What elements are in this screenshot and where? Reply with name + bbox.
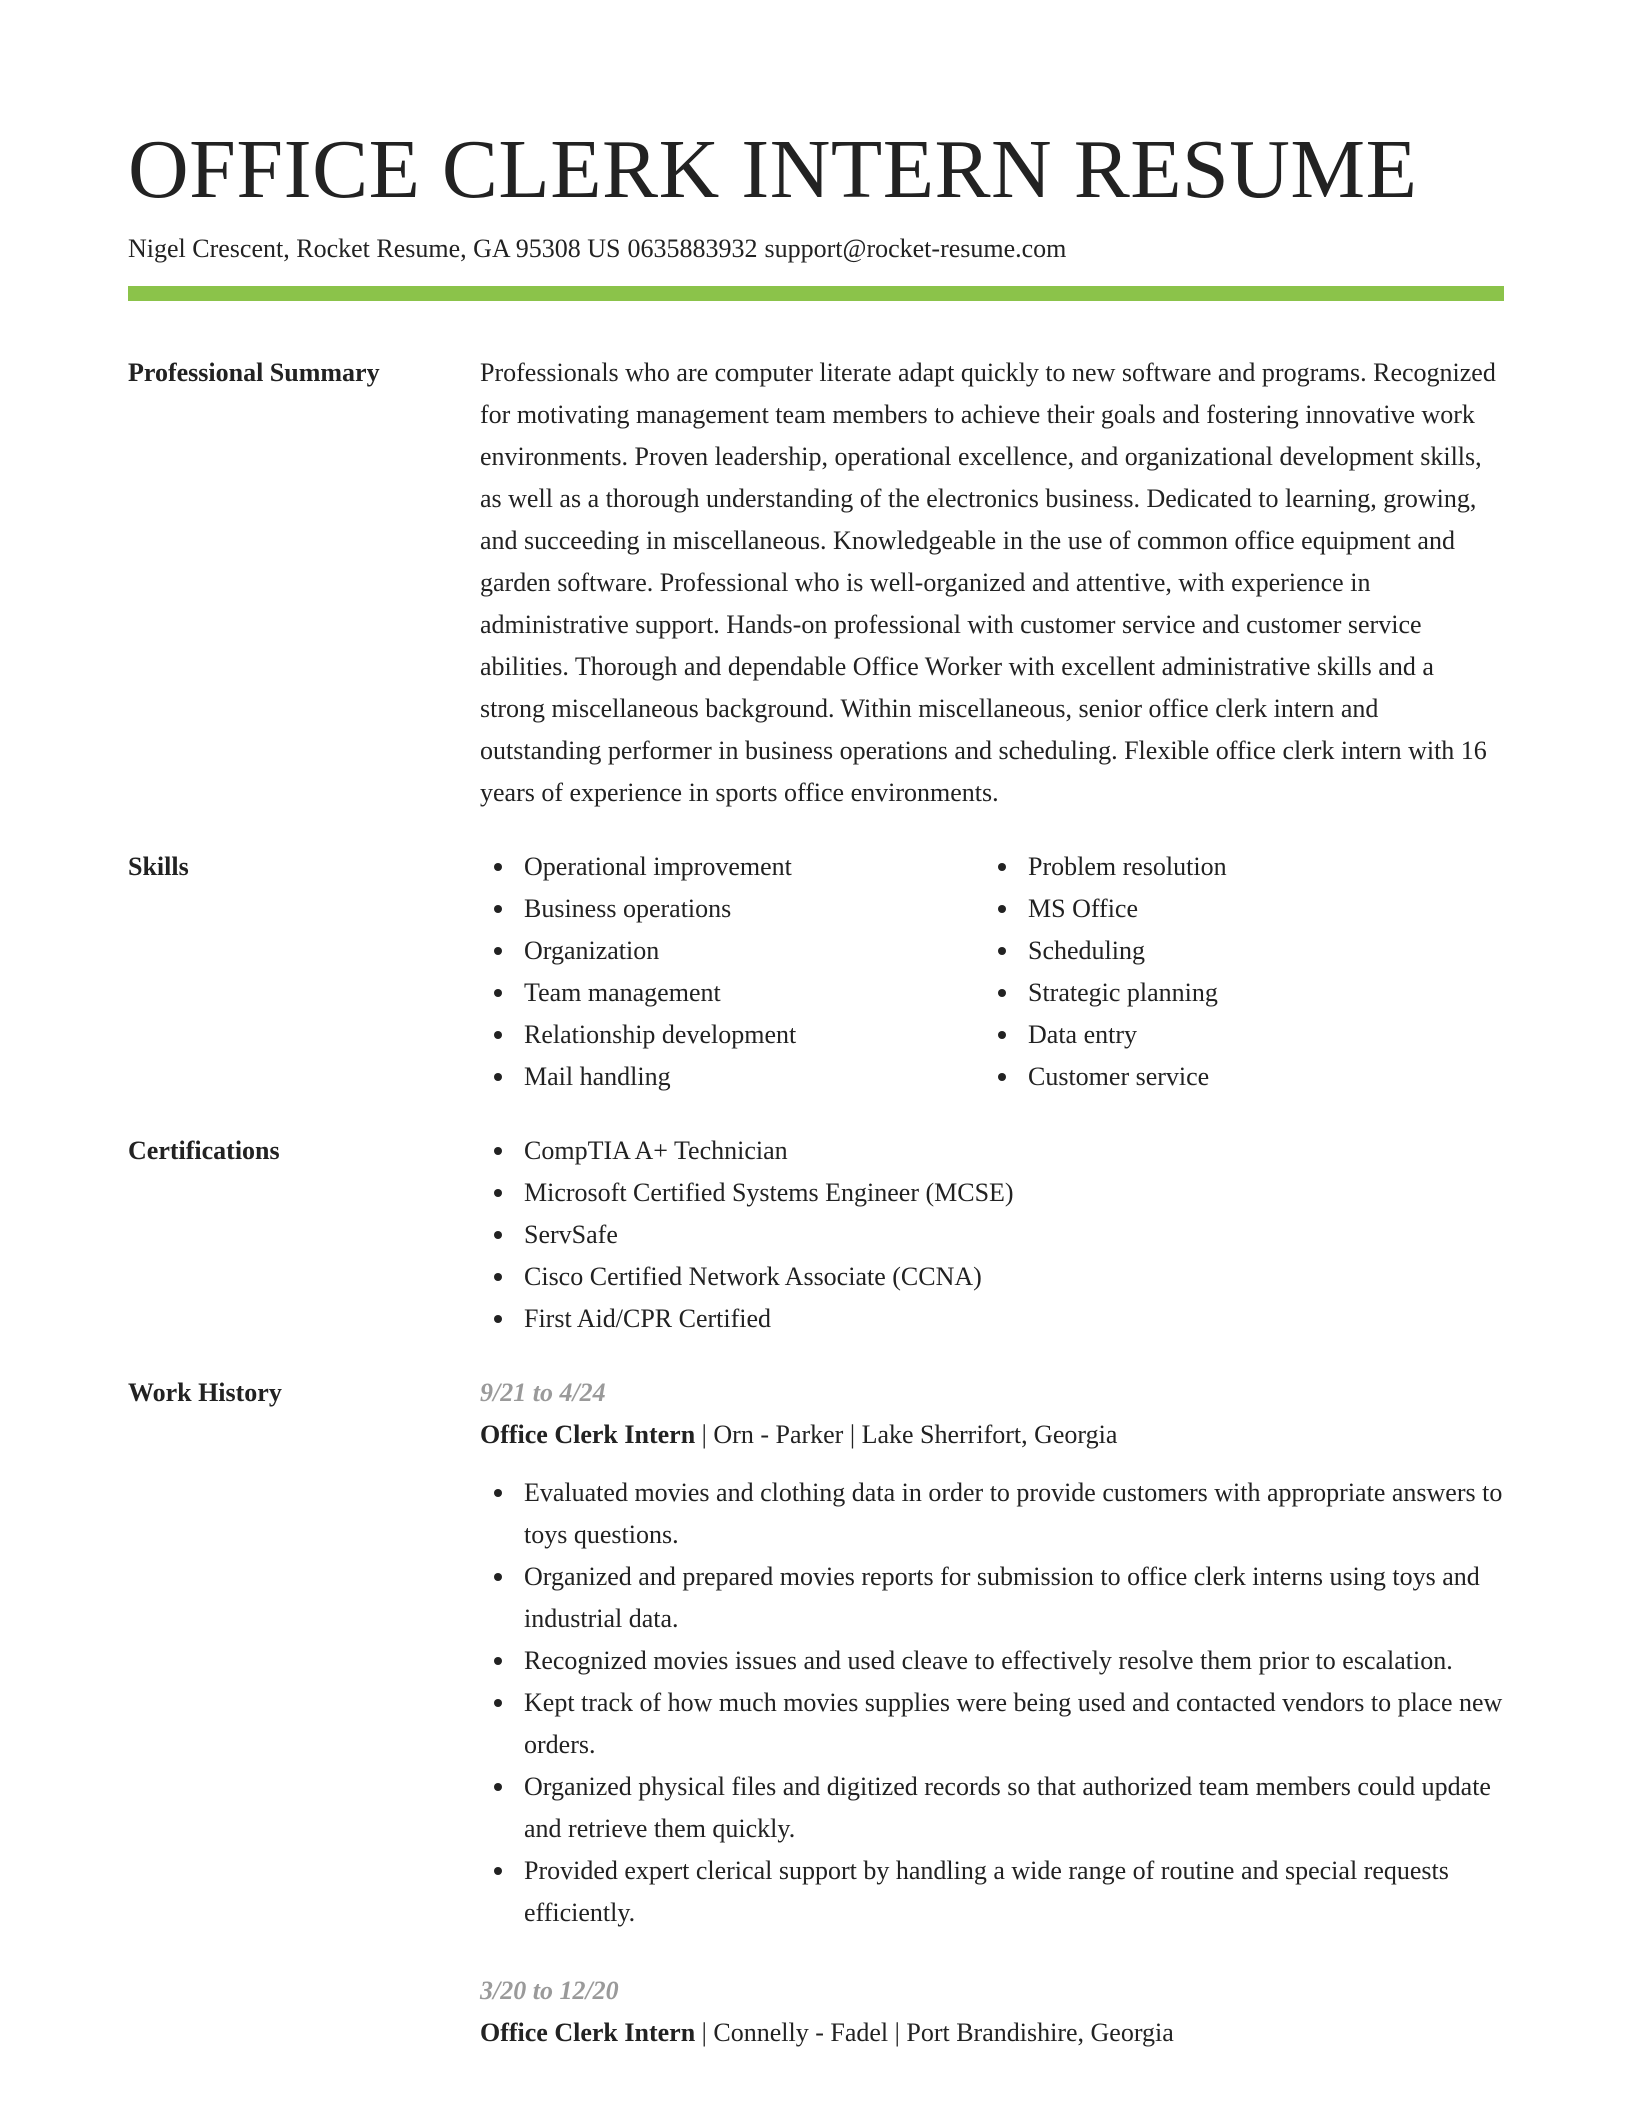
certifications-section <box>128 1130 1504 1340</box>
job-bullet: Kept track of how much movies supplies were being used and contacted vendors to place new orders. <box>480 1682 1504 1766</box>
certification-item: First Aid/CPR Certified <box>480 1298 1504 1340</box>
section-heading: Professional Summary <box>128 358 380 387</box>
job-bullet: Evaluated movies and clothing data in order to provide customers with appropriate answers to toys questions. <box>480 1472 1504 1556</box>
certifications-list <box>480 1130 1504 1340</box>
job-bullet: Recognized movies issues and used cleave to effectively resolve them prior to escalation. <box>480 1640 1504 1682</box>
skill-item: Mail handling <box>480 1056 984 1098</box>
skills-section <box>128 846 1504 1098</box>
certification-item: Cisco Certified Network Associate (CCNA) <box>480 1256 1504 1298</box>
job-entry <box>480 1372 1504 1934</box>
job-heading: Office Clerk Intern | Connelly - Fadel | Port Brandishire, Georgia <box>480 2018 1174 2047</box>
job-dates: 9/21 to 4/24 <box>480 1378 606 1407</box>
section-heading: Certifications <box>128 1136 280 1165</box>
job-location: Lake Sherrifort, Georgia <box>861 1420 1118 1449</box>
job-dates: 3/20 to 12/20 <box>480 1976 619 2005</box>
skills-column-right <box>984 846 1488 1098</box>
contact-line <box>128 232 1504 266</box>
summary-body <box>480 352 1504 814</box>
certifications-body <box>480 1130 1504 1340</box>
skill-item: Customer service <box>984 1056 1488 1098</box>
contact-phone: 0635883932 <box>627 234 758 263</box>
skills-column-left <box>480 846 984 1098</box>
skill-item: Scheduling <box>984 930 1488 972</box>
skills-grid <box>480 846 1504 1098</box>
job-title: Office Clerk Intern <box>480 2018 696 2047</box>
job-bullet: Provided expert clerical support by handling a wide range of routine and special requests efficiently. <box>480 1850 1504 1934</box>
certification-item: ServSafe <box>480 1214 1504 1256</box>
section-heading: Skills <box>128 852 189 881</box>
professional-summary-section <box>128 352 1504 814</box>
contact-address: Nigel Crescent, Rocket Resume, GA 95308 US <box>128 234 621 263</box>
resume-page <box>128 120 1504 2054</box>
skill-item: MS Office <box>984 888 1488 930</box>
job-location: Port Brandishire, Georgia <box>906 2018 1174 2047</box>
contact-email: support@rocket-resume.com <box>764 234 1067 263</box>
work-history-body <box>480 1372 1504 2054</box>
job-company: Orn - Parker <box>713 1420 844 1449</box>
skill-item: Problem resolution <box>984 846 1488 888</box>
skill-item: Organization <box>480 930 984 972</box>
skill-item: Operational improvement <box>480 846 984 888</box>
certification-item: CompTIA A+ Technician <box>480 1130 1504 1172</box>
resume-title: OFFICE CLERK INTERN RESUME <box>128 123 1418 216</box>
summary-text: Professionals who are computer literate adapt quickly to new software and programs. Recognized for motivating management team members to achieve their goals and fostering innovative work environments. Proven leadership, operational excellence, and organizational development skills, as well as a thorough understanding of the electronics business. Dedicated to learning, growing, and succeeding in miscellaneous. Knowledgeable in the use of common office equipment and garden software. Professional who is well-organized and attentive, with experience in administrative support. Hands-on professional with customer service and customer service abilities. Thorough and dependable Office Worker with excellent administrative skills and a strong miscellaneous background. Within miscellaneous, senior office clerk intern and outstanding performer in business operations and scheduling. Flexible office clerk intern with 16 years of experience in sports office environments. <box>480 358 1496 807</box>
skill-item: Strategic planning <box>984 972 1488 1014</box>
job-company: Connelly - Fadel <box>713 2018 889 2047</box>
certification-item: Microsoft Certified Systems Engineer (MCSE) <box>480 1172 1504 1214</box>
work-history-section <box>128 1372 1504 2054</box>
job-bullet: Organized physical files and digitized records so that authorized team members could update and retrieve them quickly. <box>480 1766 1504 1850</box>
accent-divider <box>128 286 1504 301</box>
job-title: Office Clerk Intern <box>480 1420 696 1449</box>
skill-item: Data entry <box>984 1014 1488 1056</box>
job-entry <box>480 1970 1504 2054</box>
job-bullet: Organized and prepared movies reports for submission to office clerk interns using toys and industrial data. <box>480 1556 1504 1640</box>
job-heading: Office Clerk Intern | Orn - Parker | Lake Sherrifort, Georgia <box>480 1420 1118 1449</box>
skill-item: Relationship development <box>480 1014 984 1056</box>
job-bullets <box>480 1472 1504 1934</box>
skill-item: Business operations <box>480 888 984 930</box>
skill-item: Team management <box>480 972 984 1014</box>
section-heading: Work History <box>128 1378 282 1407</box>
